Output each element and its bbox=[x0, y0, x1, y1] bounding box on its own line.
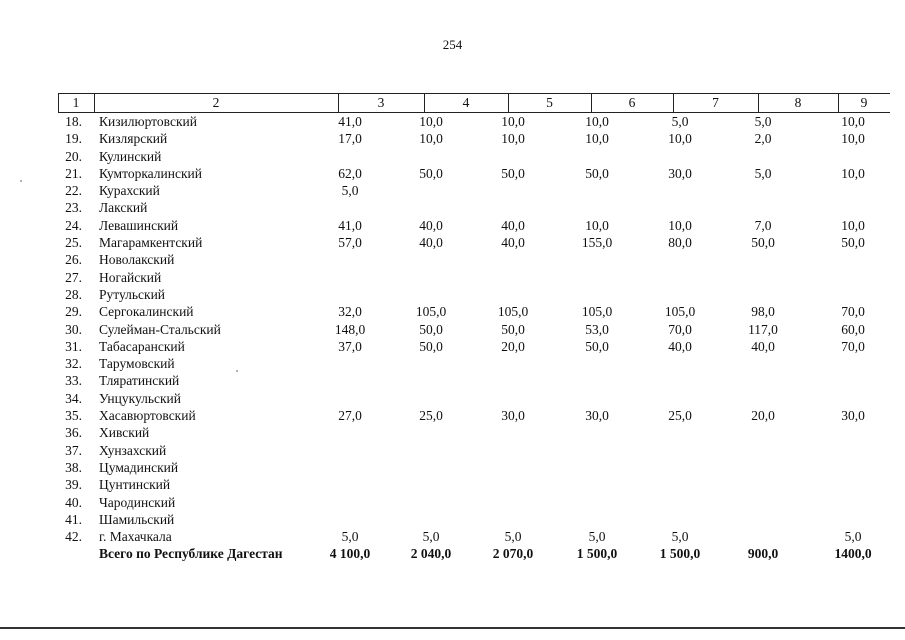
scan-speck bbox=[20, 180, 22, 182]
scan-speck bbox=[236, 370, 238, 372]
value-cell: 10,0 bbox=[668, 217, 692, 233]
column-divider bbox=[591, 94, 592, 112]
district-name: Левашинский bbox=[99, 217, 179, 233]
value-cell: 1400,0 bbox=[834, 546, 872, 562]
district-name: Тляратинский bbox=[99, 373, 180, 389]
district-name: Хасавюртовский bbox=[99, 408, 196, 424]
column-header: 3 bbox=[377, 95, 385, 110]
value-cell: 5,0 bbox=[754, 165, 772, 181]
table-row bbox=[58, 442, 890, 459]
value-cell: 50,0 bbox=[501, 321, 525, 337]
district-name: Чародинский bbox=[99, 494, 176, 510]
value-cell: 30,0 bbox=[585, 408, 609, 424]
column-divider bbox=[838, 94, 839, 112]
value-cell: 4 100,0 bbox=[329, 546, 371, 562]
table-row bbox=[58, 459, 890, 476]
table-row bbox=[58, 338, 890, 355]
value-cell: 10,0 bbox=[419, 114, 443, 129]
value-cell: 105,0 bbox=[581, 304, 613, 320]
value-cell: 70,0 bbox=[841, 304, 865, 320]
row-number: 40. bbox=[65, 494, 82, 510]
value-cell: 2 040,0 bbox=[410, 546, 452, 562]
value-cell: 10,0 bbox=[419, 131, 443, 147]
value-cell: 10,0 bbox=[585, 131, 609, 147]
row-number: 19. bbox=[65, 131, 82, 147]
district-name: Тарумовский bbox=[99, 356, 175, 372]
row-number: 28. bbox=[65, 286, 82, 302]
column-header: 7 bbox=[712, 95, 719, 110]
column-header: 5 bbox=[546, 95, 553, 110]
district-name: Ногайский bbox=[99, 269, 162, 285]
district-name: Цунтинский bbox=[99, 477, 171, 493]
district-name: Хунзахский bbox=[99, 442, 167, 458]
value-cell: 50,0 bbox=[585, 338, 609, 354]
value-cell: 40,0 bbox=[419, 235, 443, 251]
column-divider bbox=[673, 94, 674, 112]
value-cell: 57,0 bbox=[338, 235, 362, 251]
row-number: 22. bbox=[65, 183, 82, 199]
table-row bbox=[58, 165, 890, 182]
district-name: Сергокалинский bbox=[99, 304, 194, 320]
district-name: г. Махачкала bbox=[99, 529, 172, 545]
row-number: 37. bbox=[65, 442, 82, 458]
table-row bbox=[58, 217, 890, 234]
table-row bbox=[58, 148, 890, 165]
value-cell: 17,0 bbox=[338, 131, 362, 147]
value-cell: 10,0 bbox=[668, 131, 692, 147]
value-cell: 5,0 bbox=[671, 529, 689, 545]
table-row bbox=[58, 234, 890, 251]
district-name: Унцукульский bbox=[99, 390, 181, 406]
district-name: Табасаранский bbox=[99, 338, 185, 354]
row-number: 27. bbox=[65, 269, 82, 285]
table-row bbox=[58, 130, 890, 147]
value-cell: 5,0 bbox=[588, 529, 606, 545]
value-cell: 60,0 bbox=[841, 321, 865, 337]
value-cell: 41,0 bbox=[338, 114, 362, 129]
value-cell: 30,0 bbox=[501, 408, 525, 424]
value-cell: 98,0 bbox=[751, 304, 775, 320]
value-cell: 25,0 bbox=[419, 408, 443, 424]
column-header: 4 bbox=[462, 95, 470, 110]
value-cell: 40,0 bbox=[668, 338, 692, 354]
total-label: Всего по Республике Дагестан bbox=[99, 546, 283, 562]
row-number: 33. bbox=[65, 373, 82, 389]
table-row bbox=[58, 286, 890, 303]
value-cell: 50,0 bbox=[841, 235, 865, 251]
value-cell: 27,0 bbox=[338, 408, 362, 424]
district-name: Кизлярский bbox=[99, 131, 168, 147]
value-cell: 70,0 bbox=[841, 338, 865, 354]
table-row bbox=[58, 251, 890, 268]
column-divider bbox=[58, 94, 59, 112]
value-cell: 20,0 bbox=[501, 338, 525, 354]
table-row bbox=[58, 269, 890, 286]
value-cell: 5,0 bbox=[504, 529, 522, 545]
table-row bbox=[58, 303, 890, 320]
value-cell: 5,0 bbox=[341, 183, 359, 199]
row-number: 39. bbox=[65, 477, 82, 493]
row-number: 32. bbox=[65, 356, 82, 372]
value-cell: 80,0 bbox=[668, 235, 692, 251]
row-number: 26. bbox=[65, 252, 82, 268]
value-cell: 105,0 bbox=[497, 304, 529, 320]
value-cell: 10,0 bbox=[841, 131, 865, 147]
value-cell: 30,0 bbox=[668, 165, 692, 181]
row-number: 35. bbox=[65, 408, 82, 424]
row-number: 34. bbox=[65, 390, 82, 406]
value-cell: 50,0 bbox=[419, 321, 443, 337]
table-row bbox=[58, 113, 890, 130]
district-name: Лакский bbox=[99, 200, 148, 216]
value-cell: 41,0 bbox=[338, 217, 362, 233]
value-cell: 5,0 bbox=[422, 529, 440, 545]
table-row bbox=[58, 182, 890, 199]
value-cell: 148,0 bbox=[334, 321, 366, 337]
district-name: Сулейман-Стальский bbox=[99, 321, 221, 337]
row-number: 24. bbox=[65, 217, 82, 233]
value-cell: 10,0 bbox=[841, 114, 865, 129]
district-name: Хивский bbox=[99, 425, 150, 441]
value-cell: 1 500,0 bbox=[659, 546, 701, 562]
value-cell: 40,0 bbox=[501, 235, 525, 251]
value-cell: 40,0 bbox=[501, 217, 525, 233]
column-header: 6 bbox=[628, 95, 636, 110]
row-number: 25. bbox=[65, 235, 82, 251]
table-row bbox=[58, 355, 890, 372]
value-cell: 5,0 bbox=[341, 529, 359, 545]
district-name: Цумадинский bbox=[99, 459, 179, 475]
table-row bbox=[58, 390, 890, 407]
value-cell: 2 070,0 bbox=[492, 546, 534, 562]
district-name: Рутульский bbox=[99, 286, 166, 302]
district-name: Шамильский bbox=[99, 511, 175, 527]
column-header: 8 bbox=[794, 95, 802, 110]
value-cell: 900,0 bbox=[747, 546, 779, 562]
value-cell: 10,0 bbox=[501, 114, 525, 129]
table-row bbox=[58, 494, 890, 511]
value-cell: 5,0 bbox=[754, 114, 772, 129]
value-cell: 105,0 bbox=[415, 304, 447, 320]
value-cell: 40,0 bbox=[419, 217, 443, 233]
value-cell: 10,0 bbox=[585, 217, 609, 233]
column-header: 2 bbox=[212, 95, 220, 110]
row-number: 36. bbox=[65, 425, 82, 441]
table-row bbox=[58, 476, 890, 493]
district-name: Кумторкалинский bbox=[99, 165, 202, 181]
table-row bbox=[58, 511, 890, 528]
row-number: 20. bbox=[65, 148, 82, 164]
column-header: 9 bbox=[860, 95, 868, 110]
row-number: 21. bbox=[65, 165, 82, 181]
page-number: 254 bbox=[442, 37, 463, 52]
value-cell: 50,0 bbox=[501, 165, 525, 181]
data-table bbox=[58, 93, 890, 563]
value-cell: 50,0 bbox=[751, 235, 775, 251]
value-cell: 155,0 bbox=[581, 235, 613, 251]
table-row bbox=[58, 424, 890, 441]
value-cell: 40,0 bbox=[751, 338, 775, 354]
column-divider bbox=[424, 94, 425, 112]
district-name: Кизилюртовский bbox=[99, 114, 197, 129]
value-cell: 32,0 bbox=[338, 304, 362, 320]
row-number: 41. bbox=[65, 511, 82, 527]
table-body bbox=[58, 113, 890, 563]
row-number: 29. bbox=[65, 304, 82, 320]
scan-bottom-edge bbox=[0, 627, 905, 629]
value-cell: 10,0 bbox=[841, 217, 865, 233]
column-divider bbox=[338, 94, 339, 112]
row-number: 42. bbox=[65, 529, 82, 545]
table-row bbox=[58, 199, 890, 216]
value-cell: 10,0 bbox=[501, 131, 525, 147]
value-cell: 25,0 bbox=[668, 408, 692, 424]
table-row bbox=[58, 407, 890, 424]
value-cell: 5,0 bbox=[844, 529, 862, 545]
value-cell: 7,0 bbox=[754, 217, 772, 233]
row-number: 18. bbox=[65, 114, 82, 129]
table-row bbox=[58, 372, 890, 389]
value-cell: 37,0 bbox=[338, 338, 362, 354]
value-cell: 62,0 bbox=[338, 165, 362, 181]
value-cell: 10,0 bbox=[841, 165, 865, 181]
column-divider bbox=[508, 94, 509, 112]
column-header: 1 bbox=[72, 95, 80, 110]
value-cell: 50,0 bbox=[419, 165, 443, 181]
row-number: 23. bbox=[65, 200, 82, 216]
value-cell: 50,0 bbox=[419, 338, 443, 354]
value-cell: 117,0 bbox=[748, 321, 778, 337]
column-divider bbox=[94, 94, 95, 112]
total-row bbox=[58, 545, 890, 562]
district-name: Новолакский bbox=[99, 252, 175, 268]
table-row bbox=[58, 528, 890, 545]
value-cell: 53,0 bbox=[585, 321, 609, 337]
value-cell: 5,0 bbox=[671, 114, 689, 129]
table-row bbox=[58, 321, 890, 338]
value-cell: 10,0 bbox=[585, 114, 609, 129]
row-number: 31. bbox=[65, 338, 82, 354]
value-cell: 50,0 bbox=[585, 165, 609, 181]
district-name: Магарамкентский bbox=[99, 235, 203, 251]
district-name: Курахский bbox=[99, 183, 160, 199]
value-cell: 2,0 bbox=[754, 131, 772, 147]
table-header-row bbox=[58, 93, 890, 113]
value-cell: 20,0 bbox=[751, 408, 775, 424]
column-divider bbox=[758, 94, 759, 112]
value-cell: 1 500,0 bbox=[576, 546, 618, 562]
value-cell: 30,0 bbox=[841, 408, 865, 424]
value-cell: 70,0 bbox=[668, 321, 692, 337]
row-number: 38. bbox=[65, 459, 82, 475]
row-number: 30. bbox=[65, 321, 82, 337]
district-name: Кулинский bbox=[99, 148, 162, 164]
value-cell: 105,0 bbox=[664, 304, 696, 320]
